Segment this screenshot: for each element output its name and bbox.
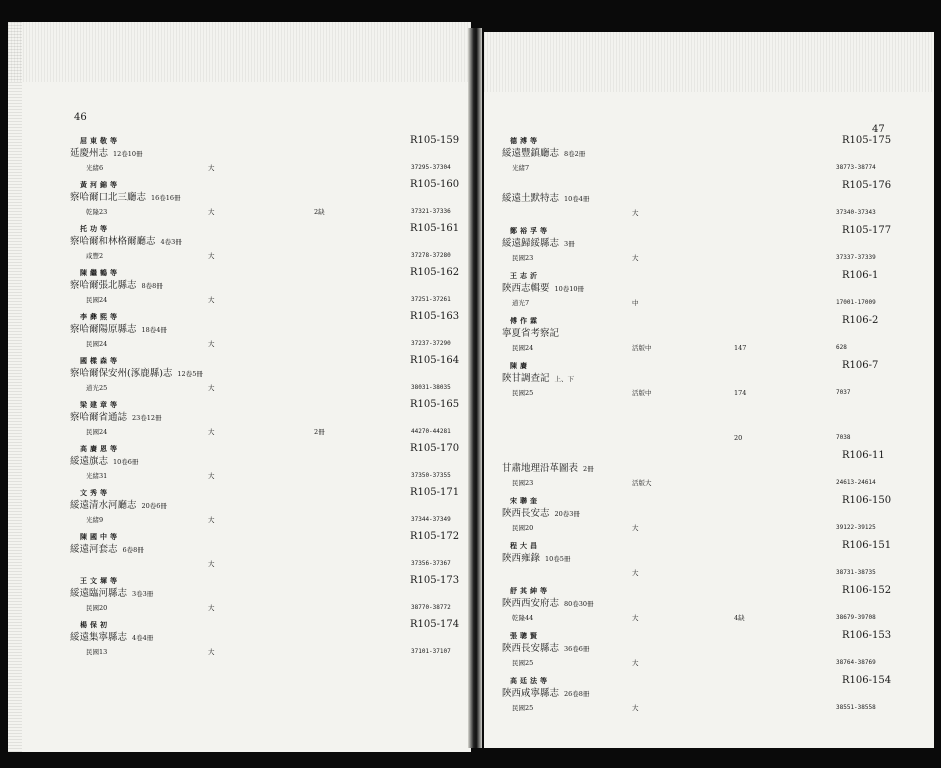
entry-format: 大 <box>632 614 639 622</box>
entry-edition: 民國25 <box>512 704 534 712</box>
entry-title: 察哈爾省通誌 <box>70 412 128 423</box>
entry-title: 陝西雍錄 <box>502 553 541 564</box>
entry-author: 國樑森等 <box>80 356 120 365</box>
entry-edition: 光緒6 <box>86 164 104 172</box>
accession-numbers: 38731-38735 <box>836 569 876 576</box>
entry-author: 張聰賢 <box>510 631 540 640</box>
entry-volumes: 10卷6冊 <box>113 458 139 466</box>
entry-format: 大 <box>208 472 215 480</box>
entry-volumes: 4卷3冊 <box>160 238 182 246</box>
entry-volumes: 4卷4冊 <box>132 634 154 642</box>
entry-title-line <box>70 501 167 511</box>
entry-title-line <box>502 554 570 564</box>
entry-title-line <box>502 599 594 609</box>
accession-numbers: 39122-39125 <box>836 524 876 531</box>
entry-edition: 光緒9 <box>86 516 104 524</box>
entry-title-line <box>502 239 575 249</box>
accession-numbers: 38679-39708 <box>836 614 876 621</box>
right-page <box>484 32 934 748</box>
entry-author: 舒其紳等 <box>510 586 550 595</box>
entry-note: 2缺 <box>314 208 325 216</box>
accession-numbers: 37340-37343 <box>836 209 876 216</box>
entry-title-line <box>70 325 167 335</box>
entry-title-line <box>70 149 143 159</box>
entry-format: 大 <box>632 524 639 532</box>
entry-title-line <box>502 194 589 204</box>
entry-title-line <box>502 149 585 159</box>
entry-format: 大 <box>208 604 215 612</box>
entry-format: 大 <box>208 560 215 568</box>
entry-title-line <box>502 284 584 294</box>
accession-numbers: 38773-38774 <box>836 164 876 171</box>
entry-author: 黃河錦等 <box>80 180 120 189</box>
entry-format: 大 <box>208 428 215 436</box>
accession-numbers: 7037 <box>836 389 851 396</box>
entry-title-line <box>70 589 153 599</box>
entry-author: 傅作霖 <box>510 316 540 325</box>
entry-title: 陝甘調查記 <box>502 373 550 384</box>
call-number: R105-171 <box>410 487 460 498</box>
accession-numbers: 38551-38558 <box>836 704 876 711</box>
entry-title: 綏遠河套志 <box>70 544 118 555</box>
page-number: 47 <box>872 124 885 135</box>
entry-author: 鄭裕孚等 <box>510 226 550 235</box>
entry-title: 陝西西安府志 <box>502 598 560 609</box>
entry-title-line <box>70 193 181 203</box>
entry-volumes: 12卷10冊 <box>113 150 143 158</box>
call-number: R105-162 <box>410 267 460 278</box>
entry-edition: 道光25 <box>86 384 108 392</box>
entry-edition: 乾隆44 <box>512 614 534 622</box>
entry-author: 文秀等 <box>80 488 110 497</box>
entry-edition: 民國25 <box>512 389 534 397</box>
call-number: R105-176 <box>842 180 892 191</box>
entry-volumes: 3卷3冊 <box>132 590 154 598</box>
call-number: R106-150 <box>842 495 892 506</box>
entry-author: 王志沂 <box>510 271 540 280</box>
entry-title: 延慶州志 <box>70 148 109 159</box>
entry-edition: 民國24 <box>512 344 534 352</box>
entry-title-line <box>502 689 589 699</box>
accession-numbers: 17001-17009 <box>836 299 876 306</box>
entry-author: 高賡恩等 <box>80 444 120 453</box>
entry-author: 德溥等 <box>510 136 540 145</box>
call-number: R105-164 <box>410 355 460 366</box>
entry-format: 大 <box>632 569 639 577</box>
entry-edition: 民國24 <box>86 296 108 304</box>
entry-format: 大 <box>632 659 639 667</box>
entry-volumes: 23卷12冊 <box>132 414 162 422</box>
entry-title: 陝西長安志 <box>502 508 550 519</box>
entry-volumes: 3冊 <box>564 240 575 248</box>
entry-volumes: 8卷2冊 <box>564 150 586 158</box>
entry-volumes: 8卷8冊 <box>141 282 163 290</box>
call-number: R105-161 <box>410 223 460 234</box>
entry-format: 大 <box>208 384 215 392</box>
call-number: R105-163 <box>410 311 460 322</box>
entry-edition: 民國20 <box>512 524 534 532</box>
entry-format: 大 <box>208 516 215 524</box>
call-number: R106-151 <box>842 540 892 551</box>
entry-title: 陝西長安縣志 <box>502 643 560 654</box>
entry-edition: 民國13 <box>86 648 108 656</box>
entry-format: 中 <box>632 299 639 307</box>
entry-author: 梁建章等 <box>80 400 120 409</box>
entry-volumes: 18卷4冊 <box>141 326 167 334</box>
entry-volumes: 2冊 <box>583 465 594 473</box>
entry-edition: 光緒31 <box>86 472 108 480</box>
entry-author: 屈東敬等 <box>80 136 120 145</box>
entry-format: 大 <box>208 164 215 172</box>
entry-format: 大 <box>208 340 215 348</box>
call-number: R106-154 <box>842 675 892 686</box>
call-number: R106-7 <box>842 360 879 371</box>
accession-numbers: 38770-38772 <box>411 604 451 611</box>
entry-format: 大 <box>632 254 639 262</box>
entry-title-line <box>70 457 138 467</box>
entry-title: 察哈爾保安州(涿鹿縣)志 <box>70 368 173 379</box>
entry-title: 陝西志輯要 <box>502 283 550 294</box>
entry-edition: 民國20 <box>86 604 108 612</box>
accession-numbers: 37101-37107 <box>411 648 451 655</box>
scan-noise-top <box>484 32 934 92</box>
call-number: R106-11 <box>842 450 885 461</box>
call-number: R105-175 <box>842 135 892 146</box>
entry-note: 20 <box>734 434 743 442</box>
entry-edition: 乾隆23 <box>86 208 108 216</box>
entry-volumes: 10卷4冊 <box>564 195 590 203</box>
scan-noise-edge <box>8 22 22 752</box>
entry-title: 寧夏省考察記 <box>502 328 560 339</box>
entry-author: 陳國中等 <box>80 532 120 541</box>
entry-note: 2冊 <box>314 428 325 436</box>
entry-author: 楊保初 <box>80 620 110 629</box>
entry-title-line <box>502 464 594 474</box>
entry-format: 大 <box>208 208 215 216</box>
entry-edition: 民國24 <box>86 428 108 436</box>
call-number: R105-165 <box>410 399 460 410</box>
entry-title: 察哈爾張北縣志 <box>70 280 137 291</box>
entry-format: 活版中 <box>632 389 652 397</box>
entry-volumes: 6卷8冊 <box>122 546 144 554</box>
entry-author: 陳賡 <box>510 361 530 370</box>
call-number: R106-153 <box>842 630 892 641</box>
entry-volumes: 10卷10冊 <box>554 285 585 293</box>
accession-numbers: 7038 <box>836 434 851 441</box>
entry-author: 高廷法等 <box>510 676 550 685</box>
entry-note: 4缺 <box>734 614 745 622</box>
accession-numbers: 37251-37261 <box>411 296 451 303</box>
entry-format: 大 <box>632 209 639 217</box>
entry-title: 綏遠歸綏縣志 <box>502 238 560 249</box>
entry-author: 王文墀等 <box>80 576 120 585</box>
call-number: R106-2 <box>842 315 879 326</box>
entry-edition: 民國23 <box>512 479 534 487</box>
accession-numbers: 37350-37355 <box>411 472 451 479</box>
entry-format: 大 <box>208 648 215 656</box>
entry-edition: 光緒7 <box>512 164 530 172</box>
call-number: R105-177 <box>842 225 892 236</box>
entry-author: 程大昌 <box>510 541 540 550</box>
entry-title: 察哈爾和林格爾廳志 <box>70 236 156 247</box>
entry-author: 宋聯奎 <box>510 496 540 505</box>
entry-author: 李彝熙等 <box>80 312 120 321</box>
accession-numbers: 37278-37280 <box>411 252 451 259</box>
entry-format: 大 <box>208 252 215 260</box>
entry-volumes: 26卷8冊 <box>564 690 590 698</box>
call-number: R105-172 <box>410 531 460 542</box>
accession-numbers: 44270-44281 <box>411 428 451 435</box>
entry-title-line <box>502 509 580 519</box>
entry-volumes: 80卷30冊 <box>564 600 594 608</box>
entry-title: 察哈爾口北三廳志 <box>70 192 147 203</box>
scan-noise-top <box>8 22 471 82</box>
accession-numbers: 37321-37336 <box>411 208 451 215</box>
accession-numbers: 38764-38769 <box>836 659 876 666</box>
entry-title: 陝西咸寧縣志 <box>502 688 560 699</box>
entry-title-line <box>70 545 144 555</box>
entry-format: 大 <box>632 704 639 712</box>
left-page <box>8 22 471 752</box>
accession-numbers: 38031-38035 <box>411 384 451 391</box>
entry-title: 綏遠旗志 <box>70 456 109 467</box>
entry-title: 綏遠清水河廳志 <box>70 500 137 511</box>
entry-edition: 民國24 <box>86 340 108 348</box>
entry-title-line <box>502 329 559 339</box>
accession-numbers: 37356-37367 <box>411 560 451 567</box>
entry-title: 甘肅地理沿革圖表 <box>502 463 579 474</box>
entry-title: 綏遠豐鎮廳志 <box>502 148 560 159</box>
entry-format: 大 <box>208 296 215 304</box>
entry-format: 活版大 <box>632 479 652 487</box>
accession-numbers: 37237-37290 <box>411 340 451 347</box>
book-spine <box>468 28 482 748</box>
accession-numbers: 24613-24614 <box>836 479 876 486</box>
entry-volumes: 20卷6冊 <box>141 502 167 510</box>
accession-numbers: 37344-37349 <box>411 516 451 523</box>
call-number: R105-173 <box>410 575 460 586</box>
accession-numbers: 37337-37339 <box>836 254 876 261</box>
entry-author: 托功等 <box>80 224 110 233</box>
entry-volumes: 12卷5冊 <box>177 370 203 378</box>
entry-edition: 民國25 <box>512 659 534 667</box>
entry-volumes: 36卷6冊 <box>564 645 590 653</box>
entry-title-line <box>502 644 589 654</box>
entry-title: 察哈爾陽原縣志 <box>70 324 137 335</box>
entry-title-line <box>502 374 574 384</box>
entry-author: 陳繼鶴等 <box>80 268 120 277</box>
call-number: R106-1 <box>842 270 879 281</box>
entry-edition: 民國23 <box>512 254 534 262</box>
call-number: R105-170 <box>410 443 460 454</box>
entry-volumes: 16卷16冊 <box>151 194 181 202</box>
entry-title-line <box>70 633 153 643</box>
call-number: R105-174 <box>410 619 460 630</box>
entry-volumes: 20卷3冊 <box>554 510 580 518</box>
page-number: 46 <box>74 112 87 123</box>
entry-title: 綏遠土默特志 <box>502 193 560 204</box>
entry-volumes: 上、下 <box>554 375 575 383</box>
accession-numbers: 37295-37304 <box>411 164 451 171</box>
entry-title: 綏遠集寧縣志 <box>70 632 128 643</box>
entry-title: 綏遠臨河縣志 <box>70 588 128 599</box>
entry-title-line <box>70 413 162 423</box>
entry-title-line <box>70 237 182 247</box>
entry-title-line <box>70 369 203 379</box>
call-number: R105-159 <box>410 135 460 146</box>
entry-title-line <box>70 281 163 291</box>
entry-note: 174 <box>734 389 747 397</box>
entry-edition: 道光7 <box>512 299 530 307</box>
entry-note: 147 <box>734 344 747 352</box>
entry-format: 活版中 <box>632 344 652 352</box>
accession-numbers: 628 <box>836 344 847 351</box>
entry-edition: 咸豐2 <box>86 252 104 260</box>
call-number: R105-160 <box>410 179 460 190</box>
call-number: R106-152 <box>842 585 892 596</box>
entry-volumes: 10卷5冊 <box>545 555 571 563</box>
